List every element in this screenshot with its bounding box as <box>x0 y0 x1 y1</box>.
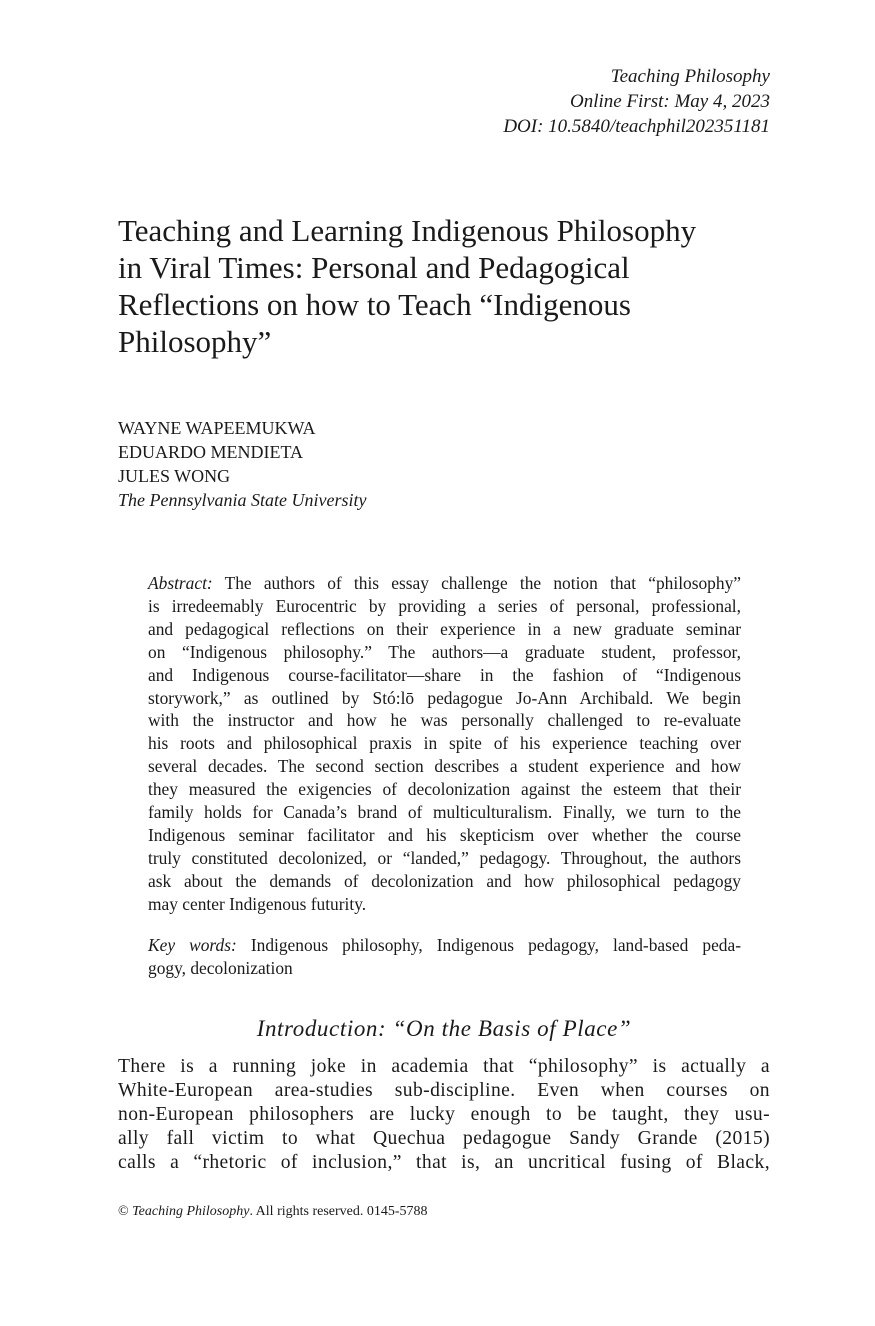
abstract-line: his roots and philosophical praxis in spite of his experience teaching over <box>148 733 741 754</box>
abstract-label: Abstract: <box>148 573 213 593</box>
body-line: There is a running joke in academia that “philosophy” is actually a <box>118 1056 770 1077</box>
abstract-line <box>148 572 741 595</box>
copyright-footer <box>118 1203 718 1221</box>
abstract-line: and Indigenous course-facilitator—share in the fashion of “Indigenous <box>148 664 741 685</box>
section-heading: Introduction: “On the Basis of Place” <box>256 1016 632 1041</box>
body-line: White-European area-studies sub-discipline. Even when courses on <box>118 1080 770 1101</box>
body-paragraph <box>118 1055 770 1175</box>
keywords-label: Key words: <box>148 935 237 955</box>
doi: DOI: 10.5840/teachphil202351181 <box>503 116 770 137</box>
article-title <box>118 212 768 360</box>
abstract-line: on “Indigenous philosophy.” The authors—a graduate student, professor, <box>148 641 741 662</box>
body-line: non-European philosophers are lucky enough to be taught, they usu- <box>118 1104 770 1125</box>
author-name: EDUARDO MENDIETA <box>118 442 304 462</box>
keywords <box>148 934 741 980</box>
abstract-line: several decades. The second section describes a student experience and how <box>148 756 741 777</box>
keywords-text: Indigenous philosophy, Indigenous pedagogy, land-based peda- <box>236 935 741 955</box>
body-line: calls a “rhetoric of inclusion,” that is, an uncritical fusing of Black, <box>118 1152 770 1173</box>
abstract-text: The authors of this essay challenge the notion that “philosophy” <box>212 573 741 593</box>
title-line: in Viral Times: Personal and Pedagogical <box>118 250 630 285</box>
abstract <box>148 572 741 916</box>
journal-header <box>460 64 770 139</box>
keywords-line: gogy, decolonization <box>148 958 293 978</box>
footer-journal-name: Teaching Philosophy <box>132 1204 250 1219</box>
keywords-line <box>148 934 741 957</box>
abstract-line: storywork,” as outlined by Stó:lō pedagogue Jo-Ann Archibald. We begin <box>148 687 741 708</box>
abstract-line: is irredeemably Eurocentric by providing a series of personal, professional, <box>148 595 741 616</box>
author-block <box>118 416 718 512</box>
author-affiliation: The Pennsylvania State University <box>118 490 367 510</box>
title-line: Reflections on how to Teach “Indigenous <box>118 287 631 322</box>
author-name: WAYNE WAPEEMUKWA <box>118 418 316 438</box>
online-first-date: Online First: May 4, 2023 <box>569 91 770 112</box>
copyright-symbol: © <box>118 1204 133 1219</box>
abstract-line: ask about the demands of decolonization and how philosophical pedagogy <box>148 870 741 891</box>
abstract-line: with the instructor and how he was personally challenged to re-evaluate <box>148 710 741 731</box>
journal-name: Teaching Philosophy <box>610 66 770 87</box>
abstract-line: family holds for Canada’s brand of multiculturalism. Finally, we turn to the <box>148 802 741 823</box>
footer-rights: . All rights reserved. 0145-5788 <box>249 1204 428 1219</box>
title-line: Teaching and Learning Indigenous Philosophy <box>118 213 697 248</box>
author-name: JULES WONG <box>118 466 231 486</box>
abstract-line: may center Indigenous futurity. <box>148 893 367 914</box>
abstract-line: they measured the exigencies of decolonization against the esteem that their <box>148 779 741 800</box>
abstract-line: truly constituted decolonized, or “landed,” pedagogy. Throughout, the authors <box>148 847 741 868</box>
title-line: Philosophy” <box>118 324 272 359</box>
abstract-line: and pedagogical reflections on their experience in a new graduate seminar <box>148 618 741 639</box>
body-line: ally fall victim to what Quechua pedagogue Sandy Grande (2015) <box>118 1128 770 1149</box>
abstract-line: Indigenous seminar facilitator and his skepticism over whether the course <box>148 824 741 845</box>
